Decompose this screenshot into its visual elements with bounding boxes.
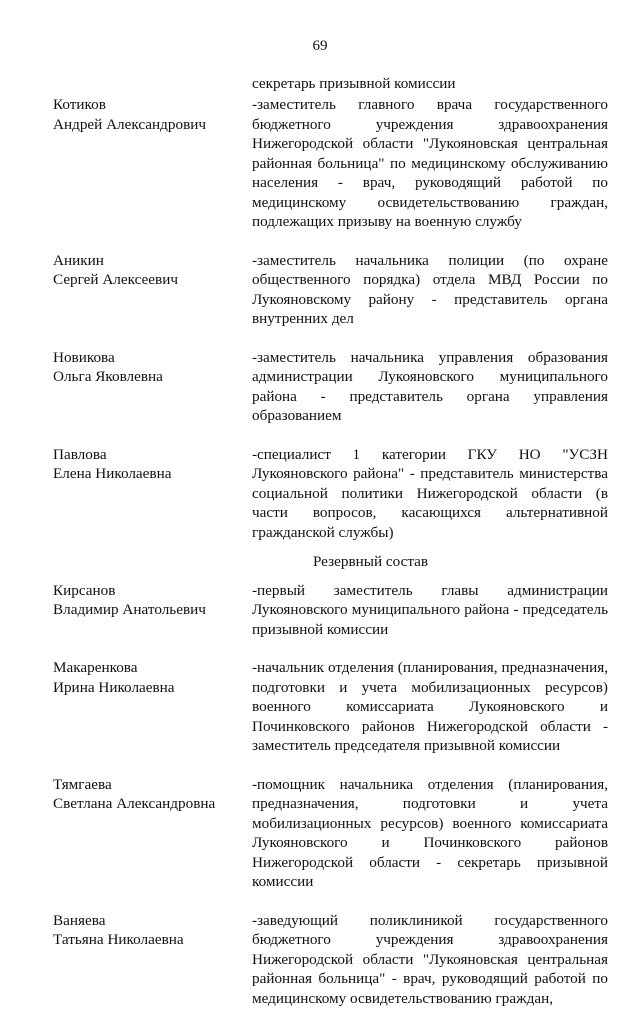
member-surname: Ваняева bbox=[53, 911, 106, 929]
page-number: 69 bbox=[312, 38, 328, 54]
member-surname: Новикова bbox=[53, 348, 115, 366]
member-surname: Аникин bbox=[53, 251, 104, 269]
member-name bbox=[53, 775, 252, 892]
member-given-names: Татьяна Николаевна bbox=[53, 931, 184, 948]
member-surname: Макаренкова bbox=[53, 659, 138, 676]
commission-list bbox=[53, 95, 608, 1027]
member-role: -заместитель начальника управления образования администрации Лукояновского муниципального района - представитель органа управления образованием bbox=[252, 348, 608, 424]
member-name bbox=[53, 251, 252, 329]
member-role: -заместитель главного врача государственного бюджетного учреждения здравоохранения Нижегородской области "Лукояновская центральная районная больница" по медицинскому обслуживанию населения - врач, руководящий работой по медицинскому освидетельствованию граждан, подлежащих призыву на военную службу bbox=[252, 96, 608, 230]
member-given-names: Владимир Анатольевич bbox=[53, 601, 206, 618]
member-surname: Павлова bbox=[53, 445, 107, 463]
member-name bbox=[53, 911, 252, 1009]
member-role: -специалист 1 категории ГКУ НО "УСЗН Лукояновского района" - представитель министерства социальной политики Нижегородской области (в части вопросов, касающихся альтернативной гражданской службы) bbox=[252, 445, 608, 541]
member-given-names: Елена Николаевна bbox=[53, 465, 172, 482]
member-name bbox=[53, 348, 252, 426]
member-role: -заведующий поликлиникой государственного бюджетного учреждения здравоохранения Нижегородской области "Лукояновская центральная районная больница" - врач, руководящий работой по медицинскому освидетельствованию граждан, bbox=[252, 911, 608, 1007]
member-name bbox=[53, 581, 252, 640]
member-surname: Кирсанов bbox=[53, 581, 116, 599]
member-given-names: Андрей Александрович bbox=[53, 115, 207, 133]
member-surname: Котиков bbox=[53, 96, 106, 113]
member-role: -первый заместитель главы администрации Лукояновского муниципального района - председатель призывной комиссии bbox=[252, 581, 608, 638]
reserve-entry bbox=[53, 911, 608, 1009]
reserve-section-title: Резервный состав bbox=[312, 553, 429, 570]
member-role: -заместитель начальника полиции (по охране общественного порядка) отдела МВД России по Лукояновскому району - представитель органа внутренних дел bbox=[252, 251, 608, 327]
member-surname: Тямгаева bbox=[53, 775, 112, 793]
member-given-names: Светлана Александровна bbox=[53, 795, 216, 812]
reserve-entry bbox=[53, 775, 608, 892]
member-entry bbox=[53, 348, 608, 426]
member-name bbox=[53, 95, 252, 232]
previous-role-continuation: секретарь призывной комиссии bbox=[252, 75, 456, 92]
member-entry bbox=[53, 445, 608, 543]
member-given-names: Сергей Алексеевич bbox=[53, 271, 178, 288]
reserve-entry bbox=[53, 658, 608, 756]
member-entry bbox=[53, 251, 608, 329]
member-name bbox=[53, 658, 252, 756]
member-given-names: Ирина Николаевна bbox=[53, 678, 175, 696]
reserve-entry bbox=[53, 581, 608, 640]
member-given-names: Ольга Яковлевна bbox=[53, 368, 163, 385]
member-name bbox=[53, 445, 252, 543]
member-role: -начальник отделения (планирования, предназначения, подготовки и учета мобилизационных ресурсов) военного комиссариата Лукояновского и Починковского районов Нижегородской области - заместитель председателя призывной комиссии bbox=[252, 659, 608, 754]
member-role: -помощник начальника отделения (планирования, предназначения, подготовки и учета мобилизационных ресурсов) военного комиссариата Лукояновского и Починковского районов Нижегородской области - секретарь призывной комиссии bbox=[252, 775, 608, 890]
member-entry bbox=[53, 95, 608, 232]
